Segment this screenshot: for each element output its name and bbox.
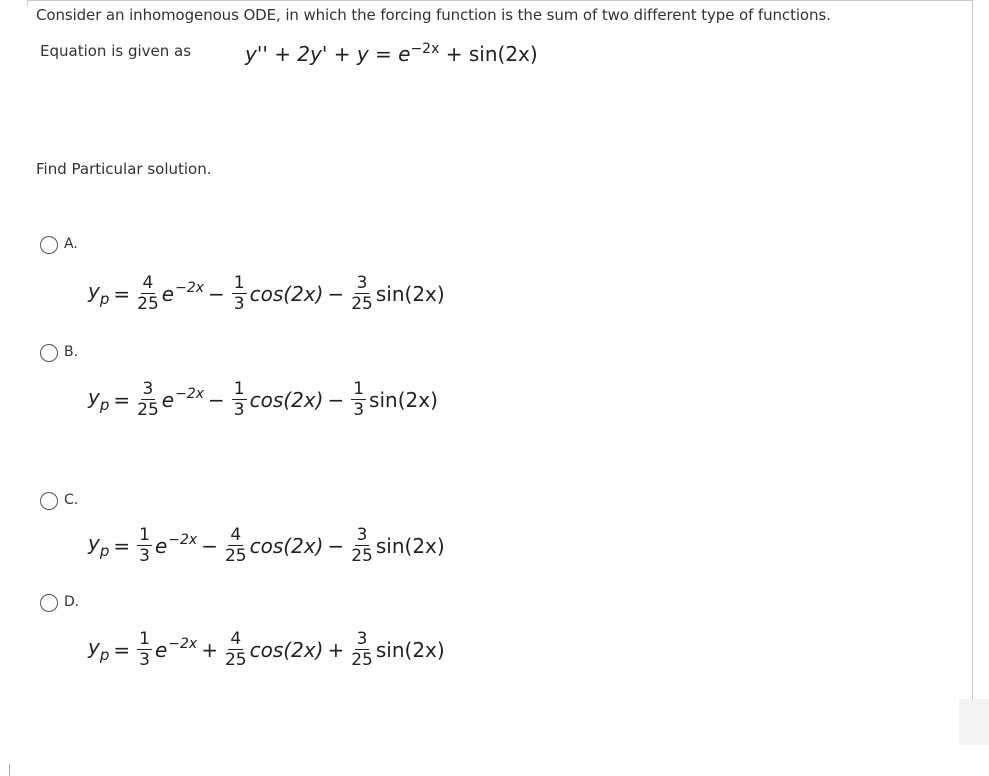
sin-term: sin(2x) [369,387,438,412]
equation-lhs: y'' + 2y' + y = e [245,42,411,66]
option-letter: D. [64,594,80,610]
radio-button-b[interactable] [40,344,58,362]
question-frame-top-border [27,0,973,1]
fraction-2: $\frac{1}{3}$ [233,273,245,314]
operator-1: − [201,533,218,558]
scroll-corner [959,699,989,745]
operator-2: − [327,387,345,412]
fraction-2: $\frac{4}{25}$ [224,525,247,566]
fraction-2: $\frac{1}{3}$ [233,379,245,420]
cos-term: cos(2x) [249,281,324,306]
option-d-expression[interactable] [88,630,445,669]
fraction-3: $\frac{1}{3}$ [353,379,365,420]
fraction-1: $\frac{3}{25}$ [137,379,159,420]
exponential-term: $e^{-2x}$ [154,531,198,558]
equals-sign: = [113,387,131,412]
radio-button-c[interactable] [40,492,58,510]
exponential-term: $e^{-2x}$ [161,279,205,306]
sin-term: sin(2x) [375,281,445,306]
equals-sign: = [113,637,131,662]
sin-term: sin(2x) [375,533,445,558]
operator-1: − [208,387,225,412]
option-b-expression[interactable] [88,380,438,419]
question-frame-left-border [27,0,28,6]
equals-sign: = [113,281,131,306]
exponential-term: $e^{-2x}$ [161,385,205,412]
equation-rhs: + sin(2x) [439,42,538,66]
radio-button-d[interactable] [40,594,58,612]
cos-term: cos(2x) [249,637,324,662]
fraction-1: $\frac{4}{25}$ [137,273,159,314]
option-letter: A. [64,236,78,252]
fraction-3: $\frac{3}{25}$ [351,525,373,566]
sin-term: sin(2x) [375,637,445,662]
yp-symbol: $y_p$ [88,279,110,308]
question-frame-right-border [972,0,973,700]
cos-term: cos(2x) [249,533,324,558]
question-prompt: Consider an inhomogenous ODE, in which the forcing function is the sum of two different type of functions. [36,6,831,24]
ode-equation [245,42,538,66]
equation-label: Equation is given as [40,42,192,60]
fraction-2: $\frac{4}{25}$ [224,629,247,670]
fraction-1: $\frac{1}{3}$ [139,629,150,670]
operator-1: + [201,637,218,662]
cos-term: cos(2x) [249,387,324,412]
fraction-3: $\frac{3}{25}$ [351,629,373,670]
operator-2: − [327,533,345,558]
divider-tick [9,764,10,776]
option-c-expression[interactable] [88,526,445,565]
yp-symbol: $y_p$ [88,531,110,560]
fraction-1: $\frac{1}{3}$ [139,525,150,566]
exponential-term: $e^{-2x}$ [154,635,198,662]
radio-button-a[interactable] [40,236,58,254]
equals-sign: = [113,533,131,558]
option-letter: B. [64,344,79,360]
option-a-expression[interactable] [88,274,445,313]
equation-exponent: −2x [410,41,440,57]
yp-symbol: $y_p$ [88,635,110,664]
option-letter: C. [64,492,79,508]
operator-2: + [327,637,345,662]
operator-1: − [208,281,225,306]
operator-2: − [327,281,345,306]
fraction-3: $\frac{3}{25}$ [351,273,373,314]
find-instruction: Find Particular solution. [36,160,212,178]
yp-symbol: $y_p$ [88,385,110,414]
